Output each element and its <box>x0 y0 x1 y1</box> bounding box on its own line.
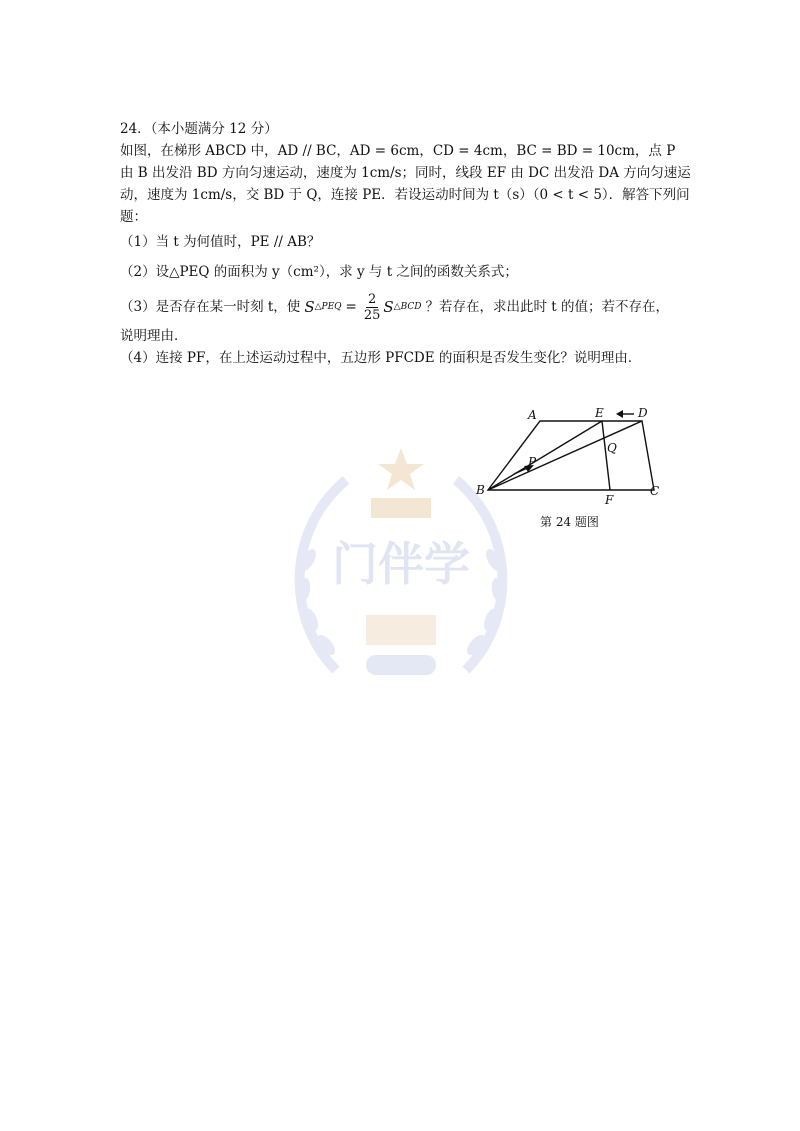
watermark-text: 门伴学 <box>332 537 470 591</box>
area-subscript-1: △PEQ <box>314 302 342 312</box>
label-d: D <box>638 406 648 420</box>
fraction-denominator: 25 <box>363 307 381 323</box>
label-a: A <box>528 408 537 422</box>
area-subscript-2: △BCD <box>393 302 422 312</box>
area-symbol-2: S <box>383 298 394 316</box>
question-3-suffix: ？若存在，求出此时 t 的值；若不存在， <box>425 299 669 315</box>
label-q: Q <box>607 441 617 455</box>
question-4: （4）连接 PF，在上述运动过程中，五边形 PFCDE 的面积是否发生变化？说明理由． <box>120 350 642 366</box>
problem-heading: 24．（本小题满分 12 分） <box>120 121 278 137</box>
figure-caption: 第 24 题图 <box>540 515 599 529</box>
problem-intro-line-2: 由 B 出发沿 BD 方向匀速运动，速度为 1cm/s；同时，线段 EF 由 DC 出发沿 DA 方向匀速运 <box>120 165 691 181</box>
question-1: （1）当 t 为何值时，PE // AB？ <box>120 234 321 250</box>
label-e: E <box>595 406 604 420</box>
question-3-line-2: 说明理由． <box>120 328 188 344</box>
segment-be <box>488 421 602 490</box>
segment-ef <box>602 421 610 490</box>
problem-intro-line-1: 如图，在梯形 ABCD 中，AD // BC，AD = 6cm，CD = 4cm，BC = BD = 10cm，点 P <box>120 143 676 159</box>
question-3 <box>120 289 700 325</box>
fraction-numerator: 2 <box>367 291 377 307</box>
problem-intro-line-4: 题： <box>120 209 147 225</box>
fraction <box>364 292 381 323</box>
label-b: B <box>476 483 485 497</box>
arrow-e-head <box>616 410 623 418</box>
question-3-prefix: （3）是否存在某一时刻 t，使 <box>120 299 301 315</box>
problem-intro-line-3: 动，速度为 1cm/s，交 BD 于 Q，连接 PE．若设运动时间为 t（s）（0 < t < 5）．解答下列问 <box>120 187 690 203</box>
label-p: P <box>528 455 537 469</box>
problem-block <box>120 118 700 369</box>
label-f: F <box>605 493 614 507</box>
trapezoid-abcd <box>488 421 654 490</box>
segment-bd <box>488 421 642 490</box>
question-2: （2）设△PEQ 的面积为 y（cm²），求 y 与 t 之间的函数关系式； <box>120 264 518 280</box>
label-c: C <box>650 484 660 498</box>
area-symbol-1: S <box>304 298 315 316</box>
equals-sign: = <box>345 299 357 315</box>
